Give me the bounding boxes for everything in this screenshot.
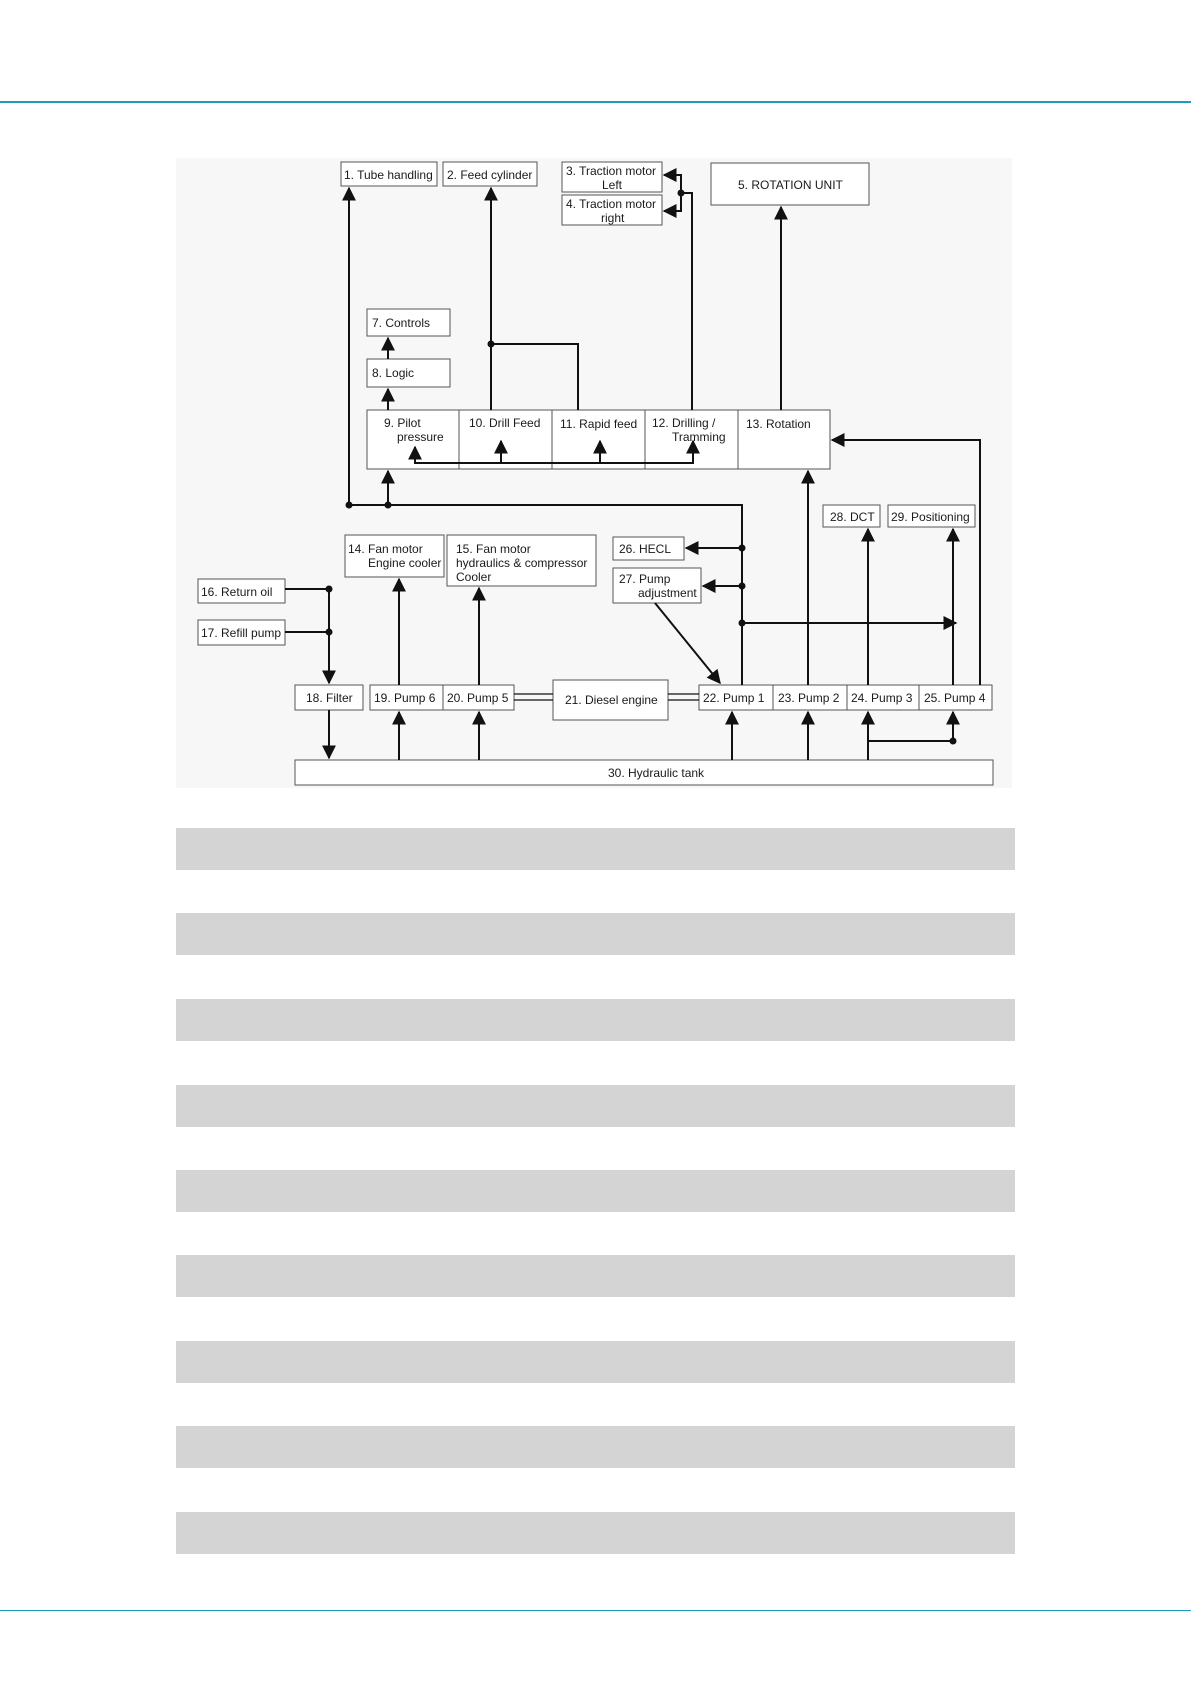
- node-25-pump-4: [919, 685, 992, 710]
- node-17-refill-pump: [198, 620, 285, 645]
- svg-text:Engine cooler: Engine cooler: [368, 556, 442, 570]
- node-13-rotation: 13. Rotation: [746, 417, 811, 431]
- svg-text:17. Refill pump: 17. Refill pump: [201, 626, 282, 640]
- node-26-hecl: [613, 537, 684, 560]
- node-11-rapid-feed: 11. Rapid feed: [560, 417, 638, 431]
- table-row: [176, 1341, 1015, 1383]
- node-7-controls: [367, 309, 450, 336]
- svg-text:right: right: [601, 211, 625, 225]
- svg-text:26. HECL: 26. HECL: [619, 542, 672, 556]
- table-row: [176, 999, 1015, 1041]
- svg-text:3. Traction motor: 3. Traction motor: [566, 164, 657, 178]
- node-28-dct: [823, 505, 880, 527]
- svg-text:18. Filter: 18. Filter: [306, 691, 353, 705]
- node-23-pump-2: [773, 685, 847, 710]
- node-19-pump-6: [370, 685, 443, 710]
- svg-text:23. Pump 2: 23. Pump 2: [778, 691, 840, 705]
- table-row: [176, 1512, 1015, 1554]
- node-3-traction-motor-left: [562, 162, 662, 192]
- table-row: [176, 913, 1015, 955]
- node-12-drilling-tramming: 12. Drilling /: [652, 416, 716, 430]
- svg-text:24. Pump 3: 24. Pump 3: [851, 691, 913, 705]
- node-18-filter: [295, 685, 363, 710]
- svg-text:15. Fan motor: 15. Fan motor: [456, 542, 531, 556]
- svg-text:8. Logic: 8. Logic: [372, 366, 415, 380]
- node-14-fan-motor-engine-cooler: [345, 535, 444, 577]
- node-29-positioning: [888, 505, 975, 527]
- table-row: [176, 1085, 1015, 1127]
- node-15-fan-motor-hydraulics-compressor-cooler: [447, 535, 596, 586]
- svg-text:30. Hydraulic tank: 30. Hydraulic tank: [608, 766, 705, 780]
- node-27-pump-adjustment: [613, 568, 701, 603]
- table-row: [176, 1170, 1015, 1212]
- svg-text:1. Tube handling: 1. Tube handling: [344, 168, 433, 182]
- svg-text:5. ROTATION UNIT: 5. ROTATION UNIT: [738, 178, 843, 192]
- svg-text:27. Pump: 27. Pump: [619, 572, 671, 586]
- svg-text:22. Pump 1: 22. Pump 1: [703, 691, 765, 705]
- svg-text:pressure: pressure: [397, 430, 444, 444]
- svg-text:Cooler: Cooler: [456, 570, 492, 584]
- node-9-pilot-pressure: 9. Pilot: [384, 416, 421, 430]
- svg-text:adjustment: adjustment: [638, 586, 697, 600]
- node-24-pump-3: [847, 685, 919, 710]
- hydraulic-system-diagram: [0, 0, 1191, 800]
- node-21-diesel-engine: [553, 680, 668, 720]
- node-16-return-oil: [198, 579, 285, 603]
- footer-rule: [0, 1610, 1191, 1611]
- svg-text:14. Fan motor: 14. Fan motor: [348, 542, 423, 556]
- node-22-pump-1: [699, 685, 773, 710]
- table-row: [176, 828, 1015, 870]
- svg-text:28. DCT: 28. DCT: [830, 510, 875, 524]
- node-8-logic: [367, 359, 450, 387]
- svg-text:Tramming: Tramming: [672, 430, 726, 444]
- svg-text:16. Return oil: 16. Return oil: [201, 585, 273, 599]
- svg-text:21. Diesel engine: 21. Diesel engine: [565, 693, 658, 707]
- svg-text:hydraulics & compressor: hydraulics & compressor: [456, 556, 588, 570]
- svg-text:20. Pump 5: 20. Pump 5: [447, 691, 509, 705]
- valve-block: [367, 410, 830, 469]
- node-20-pump-5: [443, 685, 514, 710]
- node-1-tube-handling: [341, 162, 437, 186]
- node-5-rotation-unit: [711, 163, 869, 205]
- svg-text:25. Pump 4: 25. Pump 4: [924, 691, 986, 705]
- svg-text:2. Feed cylinder: 2. Feed cylinder: [447, 168, 533, 182]
- svg-text:Left: Left: [602, 178, 623, 192]
- table-row: [176, 1255, 1015, 1297]
- svg-text:19. Pump 6: 19. Pump 6: [374, 691, 436, 705]
- node-30-hydraulic-tank: [295, 760, 993, 785]
- svg-text:29. Positioning: 29. Positioning: [891, 510, 970, 524]
- svg-text:7. Controls: 7. Controls: [372, 316, 431, 330]
- node-4-traction-motor-right: [562, 195, 662, 225]
- svg-text:4. Traction motor: 4. Traction motor: [566, 197, 657, 211]
- node-2-feed-cylinder: [443, 162, 537, 186]
- node-10-drill-feed: 10. Drill Feed: [469, 416, 541, 430]
- table-row: [176, 1426, 1015, 1468]
